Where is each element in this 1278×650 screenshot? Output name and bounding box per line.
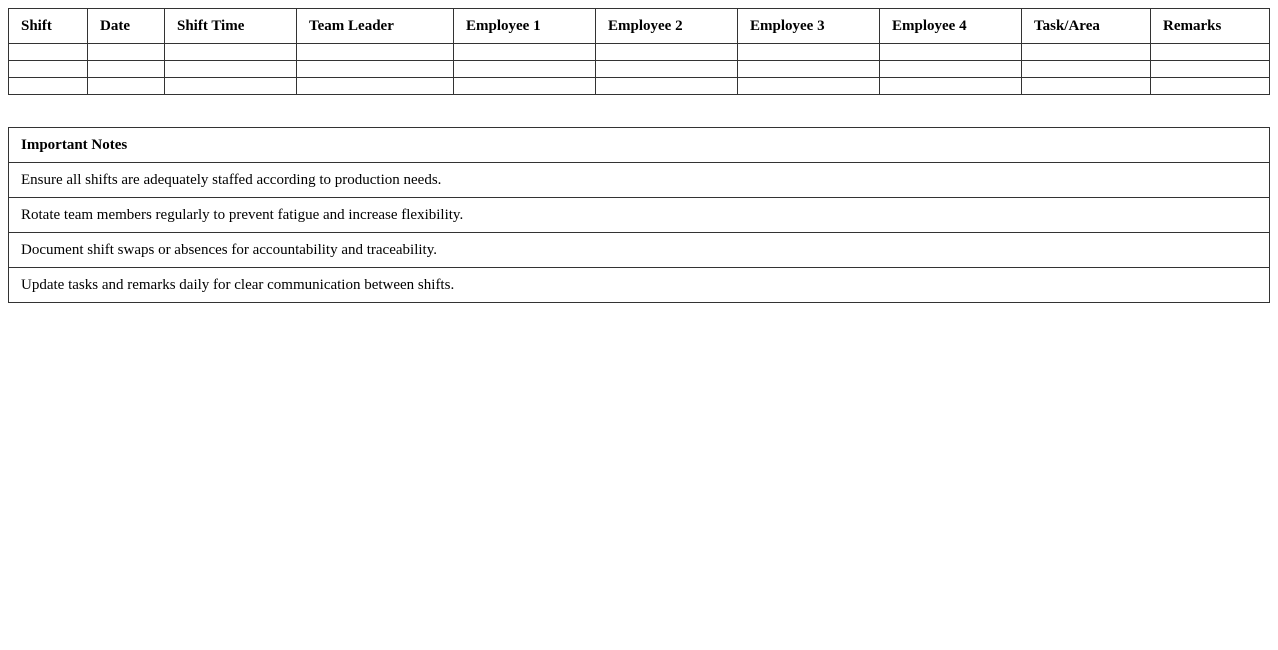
column-header-remarks: Remarks [1151, 9, 1270, 44]
column-header-employee-2: Employee 2 [596, 9, 738, 44]
table-cell [738, 78, 880, 95]
table-cell [454, 78, 596, 95]
table-cell [738, 61, 880, 78]
table-cell [165, 61, 297, 78]
table-cell [738, 44, 880, 61]
table-cell [9, 44, 88, 61]
table-cell [165, 78, 297, 95]
table-cell [596, 61, 738, 78]
table-cell [88, 44, 165, 61]
column-header-employee-3: Employee 3 [738, 9, 880, 44]
table-row [9, 44, 1270, 61]
table-cell [1022, 78, 1151, 95]
column-header-employee-4: Employee 4 [880, 9, 1022, 44]
column-header-task-area: Task/Area [1022, 9, 1151, 44]
table-cell [454, 61, 596, 78]
table-cell [880, 61, 1022, 78]
table-cell [9, 61, 88, 78]
table-cell [1151, 78, 1270, 95]
column-header-date: Date [88, 9, 165, 44]
table-cell [88, 61, 165, 78]
table-cell [880, 78, 1022, 95]
table-cell [1151, 61, 1270, 78]
table-row [9, 61, 1270, 78]
table-cell [88, 78, 165, 95]
table-cell [297, 44, 454, 61]
shift-schedule-table [8, 8, 1270, 95]
table-row [9, 78, 1270, 95]
note-item: Ensure all shifts are adequately staffed according to production needs. [9, 163, 1270, 198]
notes-title: Important Notes [9, 128, 1270, 163]
table-cell [880, 44, 1022, 61]
note-item: Rotate team members regularly to prevent fatigue and increase flexibility. [9, 198, 1270, 233]
table-cell [454, 44, 596, 61]
column-header-shift-time: Shift Time [165, 9, 297, 44]
table-cell [1022, 61, 1151, 78]
important-notes-table [8, 127, 1270, 303]
table-cell [1022, 44, 1151, 61]
table-cell [596, 78, 738, 95]
table-cell [9, 78, 88, 95]
table-header-row [9, 9, 1270, 44]
column-header-employee-1: Employee 1 [454, 9, 596, 44]
table-cell [165, 44, 297, 61]
column-header-team-leader: Team Leader [297, 9, 454, 44]
column-header-shift: Shift [9, 9, 88, 44]
table-cell [1151, 44, 1270, 61]
table-cell [297, 61, 454, 78]
table-cell [297, 78, 454, 95]
table-cell [596, 44, 738, 61]
note-item: Document shift swaps or absences for accountability and traceability. [9, 233, 1270, 268]
note-item: Update tasks and remarks daily for clear communication between shifts. [9, 268, 1270, 303]
